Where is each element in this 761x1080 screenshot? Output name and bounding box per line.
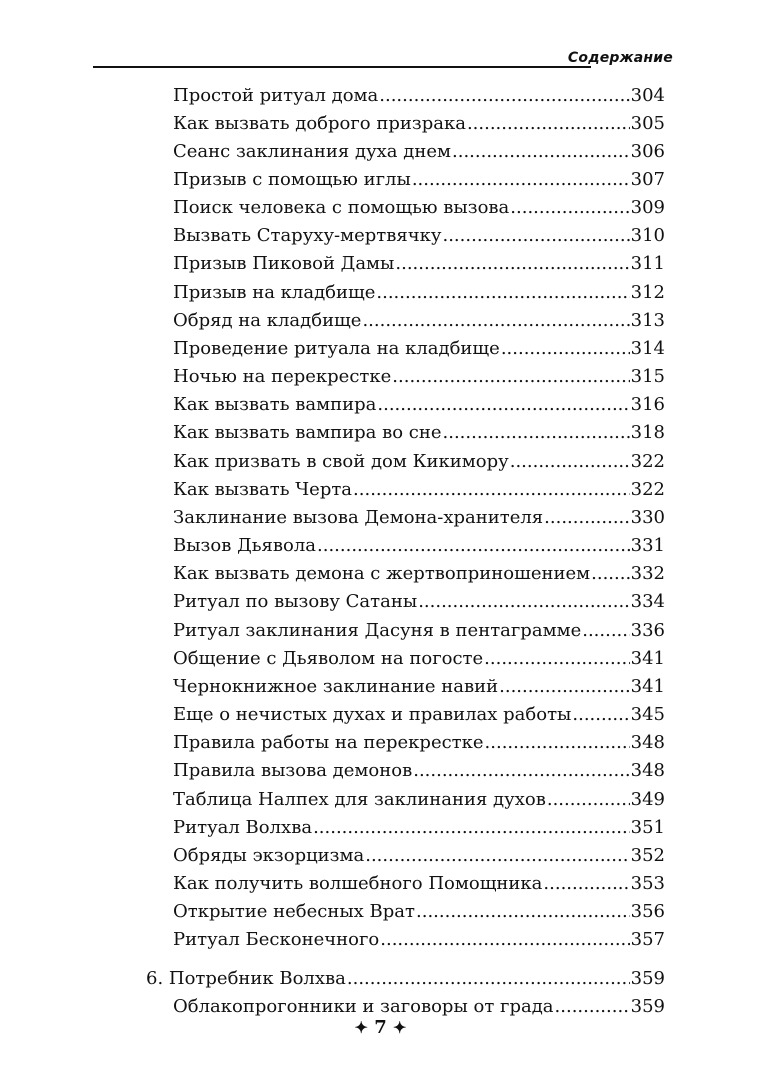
toc-entry[interactable]: [173, 393, 665, 417]
toc-leader-dots: [353, 478, 630, 502]
page-folio: [0, 1017, 761, 1038]
toc-entry[interactable]: [173, 928, 665, 952]
toc-entry-page: 348: [630, 732, 665, 753]
toc-entry-page: 351: [630, 817, 665, 838]
toc-entry[interactable]: [173, 562, 665, 586]
toc-entry[interactable]: [173, 731, 665, 755]
toc-leader-dots: [547, 788, 630, 812]
toc-entry-page: 357: [630, 929, 665, 950]
toc-entry-title: Призыв с помощью иглы: [173, 169, 411, 190]
toc-entry-title: Как призвать в свой дом Кикимору: [173, 451, 509, 472]
toc-entry-page: 345: [630, 704, 665, 725]
toc-entry[interactable]: [173, 844, 665, 868]
toc-entry-title: Как вызвать демона с жертвоприношением: [173, 563, 591, 584]
toc-entry-page: 312: [630, 282, 665, 303]
toc-entry-page: 316: [630, 394, 665, 415]
toc-entry[interactable]: [173, 788, 665, 812]
toc-leader-dots: [452, 140, 630, 164]
toc-entry-title: Правила работы на перекрестке: [173, 732, 484, 753]
toc-leader-dots: [510, 196, 629, 220]
toc-leader-dots: [392, 365, 629, 389]
toc-entry-title: Чернокнижное заклинание навий: [173, 676, 499, 697]
toc-entry-title: Как вызвать вампира: [173, 394, 377, 415]
toc-leader-dots: [467, 112, 630, 136]
toc-entry-page: 353: [630, 873, 665, 894]
toc-leader-dots: [313, 816, 630, 840]
toc-entry[interactable]: [173, 647, 665, 671]
toc-entry[interactable]: [173, 900, 665, 924]
toc-entry-title: Как вызвать Черта: [173, 479, 353, 500]
toc-leader-dots: [572, 703, 629, 727]
toc-leader-dots: [485, 731, 630, 755]
toc-leader-dots: [501, 337, 630, 361]
toc-entry[interactable]: [173, 816, 665, 840]
toc-entry-title: Как получить волшебного Помощника: [173, 873, 543, 894]
page-number: 7: [374, 1017, 387, 1038]
toc-entry-page: 305: [630, 113, 665, 134]
toc-entry-title: Ритуал Волхва: [173, 817, 313, 838]
toc-entry-page: 318: [630, 422, 665, 443]
toc-entry[interactable]: [173, 140, 665, 164]
toc-entry[interactable]: [173, 309, 665, 333]
toc-leader-dots: [443, 421, 630, 445]
toc-entry-page: 349: [630, 789, 665, 810]
toc-entry[interactable]: [173, 619, 665, 643]
toc-leader-dots: [582, 619, 629, 643]
header-rule: [93, 66, 591, 68]
toc-entry-page: 322: [630, 479, 665, 500]
toc-entry-title: Обряды экзорцизма: [173, 845, 365, 866]
toc-leader-dots: [416, 900, 630, 924]
toc-entry-title: 6. Потребник Волхва: [146, 968, 346, 989]
toc-entry-title: Вызвать Старуху-мертвячку: [173, 225, 442, 246]
toc-entry[interactable]: [173, 281, 665, 305]
toc-leader-dots: [484, 647, 629, 671]
toc-entry[interactable]: [173, 112, 665, 136]
toc-entry-title: Поиск человека с помощью вызова: [173, 197, 510, 218]
toc-entry[interactable]: [173, 703, 665, 727]
toc-entry-page: 315: [630, 366, 665, 387]
toc-entry-title: Заклинание вызова Демона-хранителя: [173, 507, 544, 528]
toc-leader-dots: [418, 590, 629, 614]
running-header: Содержание: [567, 50, 673, 66]
toc-leader-dots: [380, 928, 629, 952]
toc-entry-page: 352: [630, 845, 665, 866]
toc-leader-dots: [555, 995, 630, 1019]
toc-entry-page: 313: [630, 310, 665, 331]
toc-leader-dots: [510, 450, 630, 474]
toc-entry-page: 330: [630, 507, 665, 528]
toc-entry-page: 336: [630, 620, 665, 641]
toc-leader-dots: [412, 168, 630, 192]
toc-entry[interactable]: [173, 450, 665, 474]
toc-entry[interactable]: [173, 675, 665, 699]
toc-entry[interactable]: [173, 168, 665, 192]
toc-entry-title: Призыв на кладбище: [173, 282, 376, 303]
toc-entry[interactable]: [173, 84, 665, 108]
toc-entry-page: 311: [630, 253, 665, 274]
toc-leader-dots: [362, 309, 629, 333]
toc-leader-dots: [499, 675, 630, 699]
toc-entry[interactable]: [173, 872, 665, 896]
toc-entry[interactable]: [173, 759, 665, 783]
toc-leader-dots: [543, 872, 629, 896]
toc-entry[interactable]: [173, 506, 665, 530]
toc-entry-page: 341: [630, 676, 665, 697]
toc-leader-dots: [379, 84, 629, 108]
toc-entry-page: 341: [630, 648, 665, 669]
toc-entry-title: Проведение ритуала на кладбище: [173, 338, 500, 359]
ornament-right-icon: ✦: [393, 1018, 407, 1037]
toc-entry-page: 314: [630, 338, 665, 359]
toc-entry-title: Призыв Пиковой Дамы: [173, 253, 395, 274]
toc-leader-dots: [365, 844, 629, 868]
toc-entry[interactable]: [173, 337, 665, 361]
toc-entry-title: Обряд на кладбище: [173, 310, 362, 331]
ornament-left-icon: ✦: [354, 1018, 368, 1037]
toc-leader-dots: [317, 534, 630, 558]
toc-entry-title: Открытие небесных Врат: [173, 901, 415, 922]
toc-entry-page: 348: [630, 760, 665, 781]
toc-leader-dots: [591, 562, 630, 586]
toc-leader-dots: [377, 393, 629, 417]
toc-entry-title: Ночью на перекрестке: [173, 366, 392, 387]
toc-entry[interactable]: [173, 534, 665, 558]
toc-entry[interactable]: [173, 995, 665, 1019]
toc-entry[interactable]: [173, 252, 665, 276]
toc-leader-dots: [442, 224, 629, 248]
toc-entry-page: 332: [630, 563, 665, 584]
toc-entry-page: 331: [630, 535, 665, 556]
toc-entry-page: 310: [630, 225, 665, 246]
toc-entry-title: Ритуал заклинания Дасуня в пентаграмме: [173, 620, 582, 641]
toc-entry-title: Таблица Налпех для заклинания духов: [173, 789, 546, 810]
toc-entry-page: 334: [630, 591, 665, 612]
toc-entry-title: Правила вызова демонов: [173, 760, 413, 781]
toc-leader-dots: [347, 967, 630, 991]
toc-leader-dots: [413, 759, 629, 783]
toc-entry-title: Простой ритуал дома: [173, 85, 379, 106]
toc-entry-title: Вызов Дьявола: [173, 535, 316, 556]
toc-entry-page: 356: [630, 901, 665, 922]
toc-entry-title: Облакопрогонники и заговоры от града: [173, 996, 554, 1017]
toc-leader-dots: [376, 281, 629, 305]
toc-entry[interactable]: [173, 365, 665, 389]
toc-entry-page: 309: [630, 197, 665, 218]
toc-entry-page: 304: [630, 85, 665, 106]
toc-entry-title: Как вызвать вампира во сне: [173, 422, 442, 443]
toc-entry-page: 306: [630, 141, 665, 162]
toc-entry[interactable]: [173, 196, 665, 220]
toc-entry-title: Ритуал Бесконечного: [173, 929, 380, 950]
toc-leader-dots: [544, 506, 629, 530]
toc-entry[interactable]: [173, 590, 665, 614]
toc-entry-title: Ритуал по вызову Сатаны: [173, 591, 418, 612]
toc-chapter-entry[interactable]: [146, 967, 665, 991]
toc-entry[interactable]: [173, 224, 665, 248]
toc-entry-title: Сеанс заклинания духа днем: [173, 141, 451, 162]
toc-entry-title: Общение с Дьяволом на погосте: [173, 648, 484, 669]
toc-entry-page: 322: [630, 451, 665, 472]
toc-entry-page: 359: [630, 996, 665, 1017]
toc-leader-dots: [395, 252, 629, 276]
toc-entry[interactable]: [173, 421, 665, 445]
toc-entry-page: 359: [630, 968, 665, 989]
toc-entry-page: 307: [630, 169, 665, 190]
toc-entry-title: Еще о нечистых духах и правилах работы: [173, 704, 572, 725]
toc-entry[interactable]: [173, 478, 665, 502]
toc-entry-title: Как вызвать доброго призрака: [173, 113, 466, 134]
